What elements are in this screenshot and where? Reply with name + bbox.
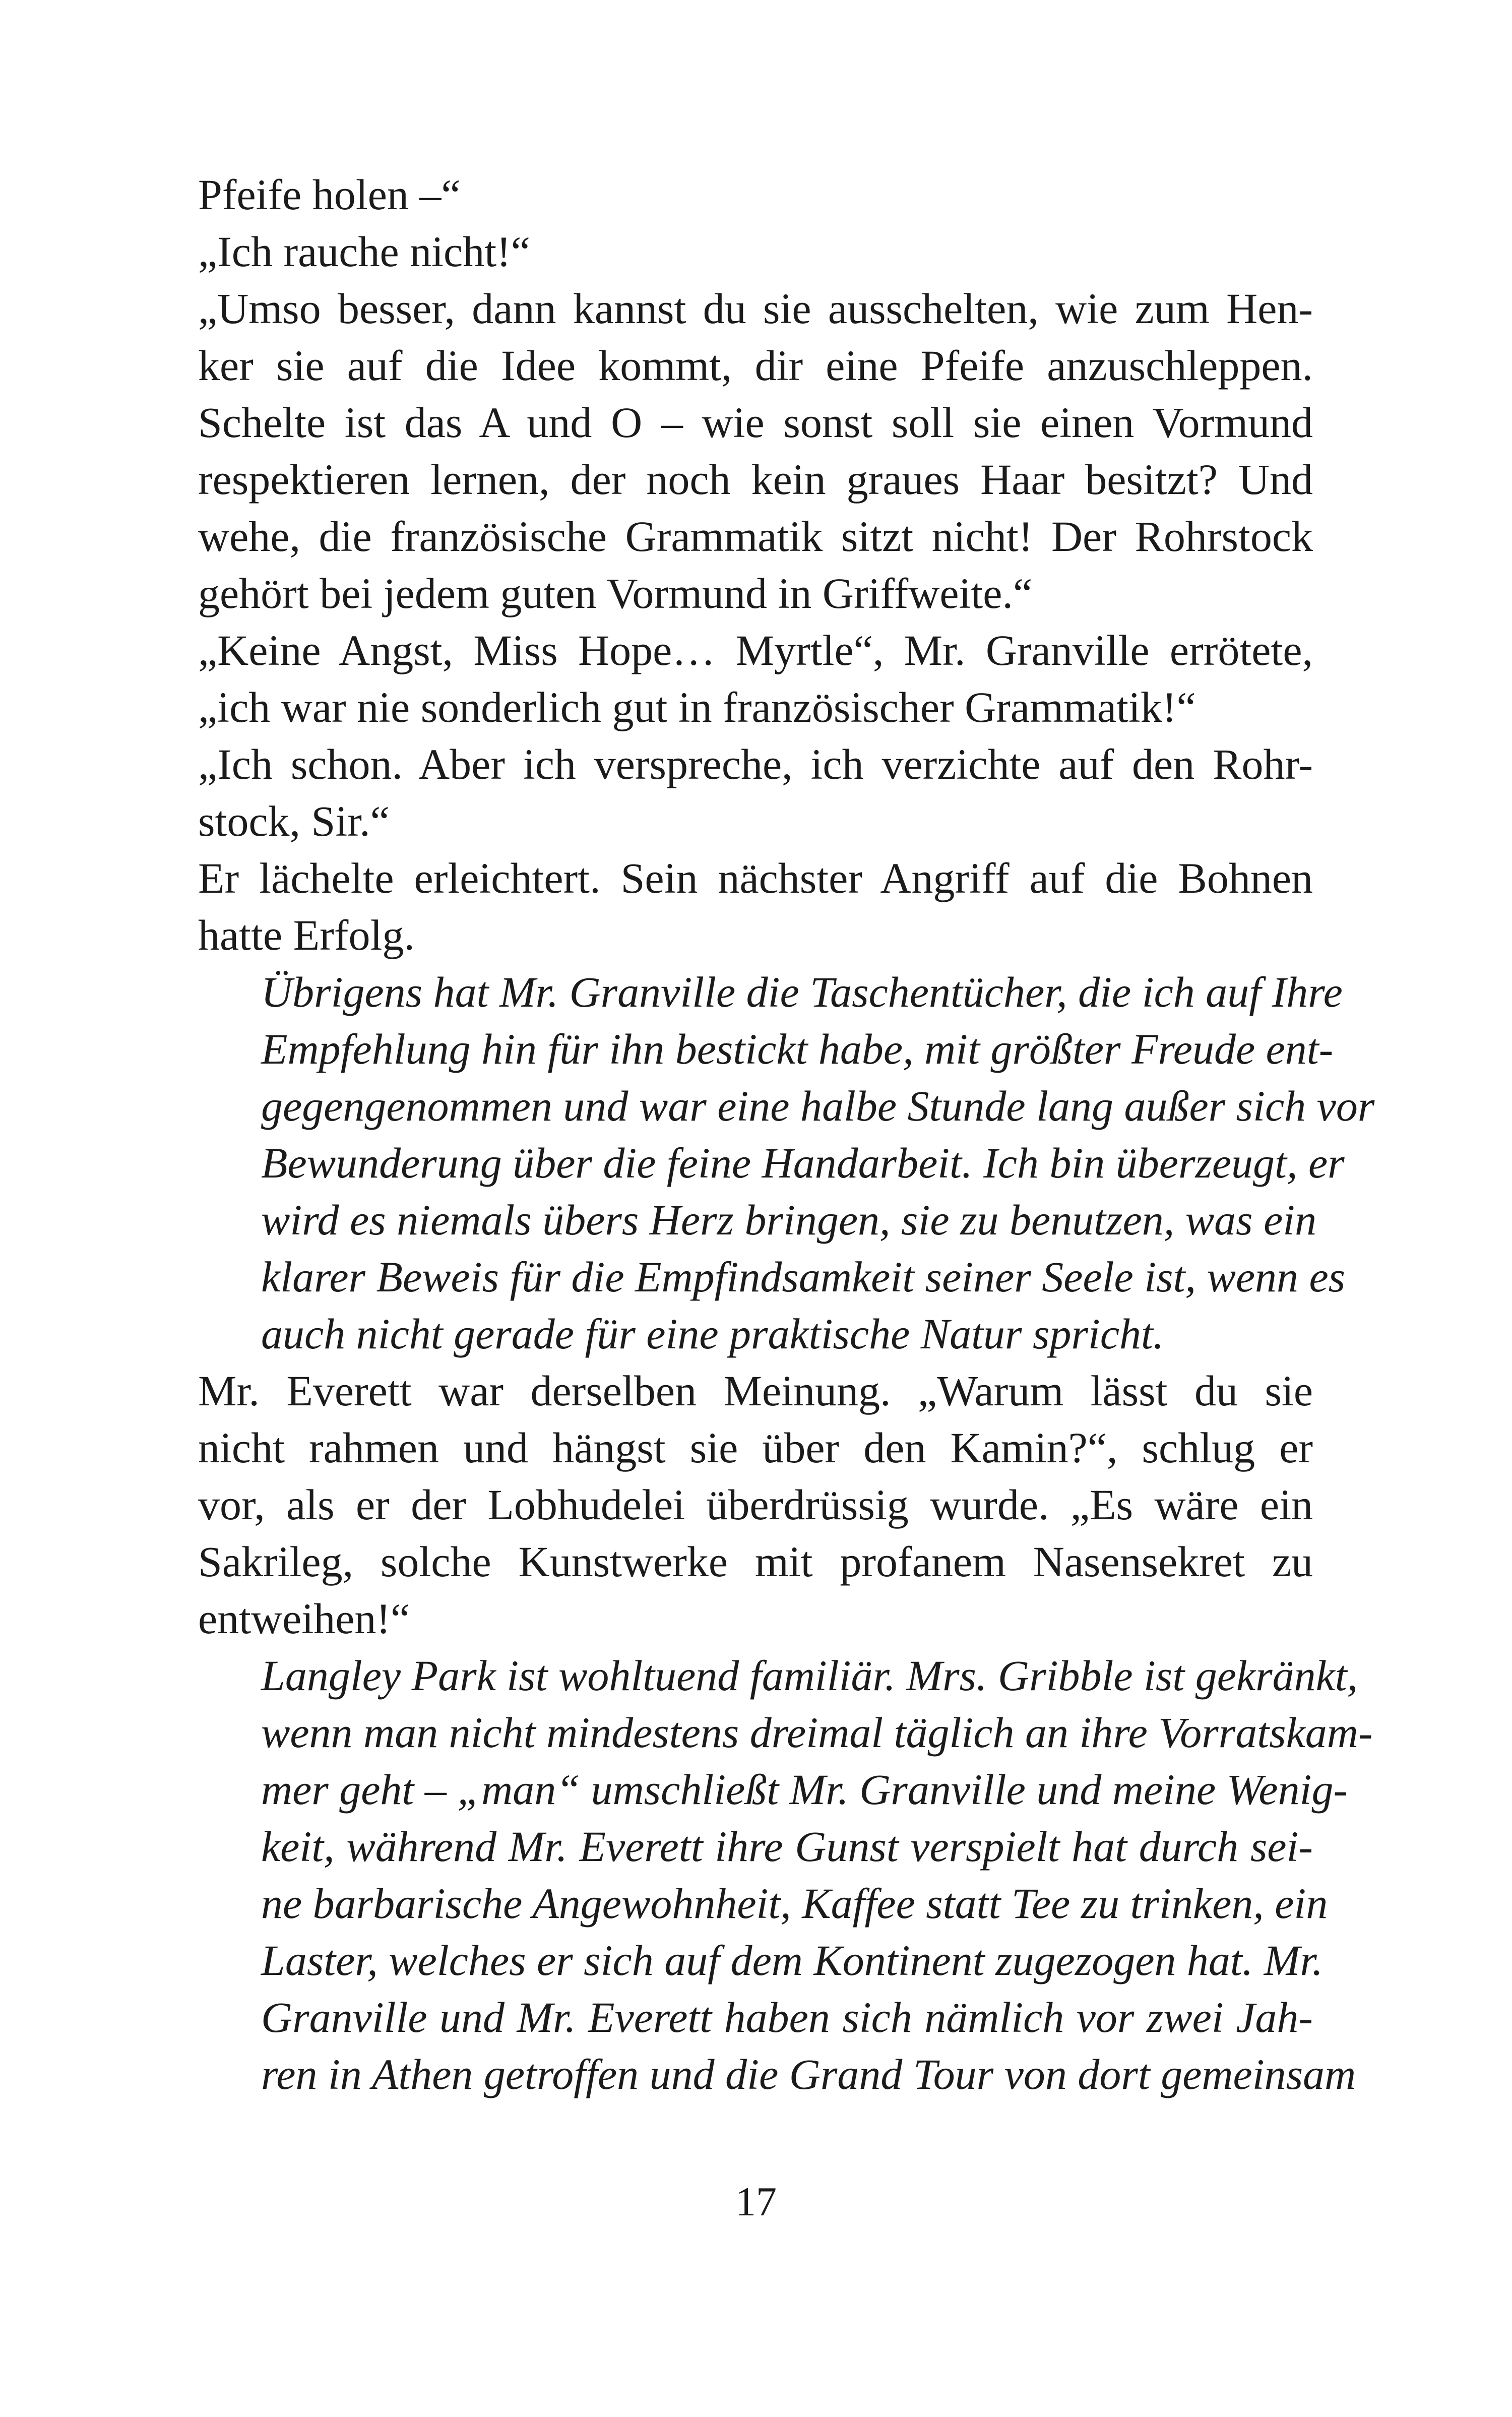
letter-line: Laster, welches er sich auf dem Kontinent zugezogen hat. Mr. (261, 1936, 1323, 1985)
text-line: Mr. Everett war derselben Meinung. „Warum lässt du sie (198, 1367, 1313, 1415)
text-line: „ich war nie sonderlich gut in französischer Grammatik!“ (198, 683, 1196, 731)
text-line: nicht rahmen und hängst sie über den Kamin?“, schlug er (198, 1423, 1313, 1472)
letter-line: Empfehlung hin für ihn bestickt habe, mit größter Freude ent- (261, 1025, 1334, 1073)
text-line: wehe, die französische Grammatik sitzt nicht! Der Rohrstock (198, 512, 1313, 561)
text-line: Er lächelte erleichtert. Sein nächster Angriff auf die Bohnen (198, 854, 1313, 902)
text-line: ker sie auf die Idee kommt, dir eine Pfeife anzuschleppen. (198, 341, 1313, 390)
letter-line: Bewunderung über die feine Handarbeit. Ich bin überzeugt, er (261, 1139, 1345, 1187)
letter-line: Granville und Mr. Everett haben sich nämlich vor zwei Jah- (261, 1993, 1313, 2041)
letter-line: ren in Athen getroffen und die Grand Tour von dort gemeinsam (261, 2050, 1356, 2098)
letter-line: ne barbarische Angewohnheit, Kaffee statt Tee zu trinken, ein (261, 1879, 1328, 1928)
body-text (198, 166, 1375, 2103)
letter-line: gegengenommen und war eine halbe Stunde lang außer sich vor (261, 1082, 1375, 1130)
text-line: „Ich schon. Aber ich verspreche, ich verzichte auf den Rohr- (198, 740, 1313, 788)
text-line: Schelte ist das A und O – wie sonst soll sie einen Vormund (198, 398, 1313, 447)
text-line: entweihen!“ (198, 1594, 410, 1643)
text-line: Pfeife holen –“ (198, 170, 461, 219)
text-line: „Umso besser, dann kannst du sie ausschelten, wie zum Hen- (198, 284, 1313, 333)
page-number: 17 (735, 2179, 777, 2224)
letter-line: mer geht – „man“ umschließt Mr. Granville und meine Wenig- (261, 1765, 1348, 1814)
text-line: Sakrileg, solche Kunstwerke mit profanem Nasensekret zu (198, 1537, 1313, 1586)
letter-line: wird es niemals übers Herz bringen, sie zu benutzen, was ein (261, 1196, 1317, 1244)
text-line: stock, Sir.“ (198, 797, 390, 845)
text-line: „Keine Angst, Miss Hope… Myrtle“, Mr. Granville errötete, (198, 626, 1313, 674)
text-line: „Ich rauche nicht!“ (198, 227, 530, 276)
text-line: hatte Erfolg. (198, 911, 415, 959)
letter-line: Übrigens hat Mr. Granville die Taschentücher, die ich auf Ihre (261, 968, 1343, 1016)
letter-line: Langley Park ist wohltuend familiär. Mrs. Gribble ist gekränkt, (261, 1651, 1358, 1700)
text-line: vor, als er der Lobhudelei überdrüssig wurde. „Es wäre ein (198, 1480, 1313, 1529)
letter-line: wenn man nicht mindestens dreimal täglich an ihre Vorratskam- (261, 1708, 1373, 1757)
letter-line: auch nicht gerade für eine praktische Natur spricht. (261, 1310, 1164, 1358)
letter-line: keit, während Mr. Everett ihre Gunst verspielt hat durch sei- (261, 1822, 1313, 1871)
text-line: respektieren lernen, der noch kein graues Haar besitzt? Und (198, 455, 1313, 504)
text-line: gehört bei jedem guten Vormund in Griffweite.“ (198, 569, 1033, 617)
letter-line: klarer Beweis für die Empfindsamkeit seiner Seele ist, wenn es (261, 1253, 1346, 1301)
